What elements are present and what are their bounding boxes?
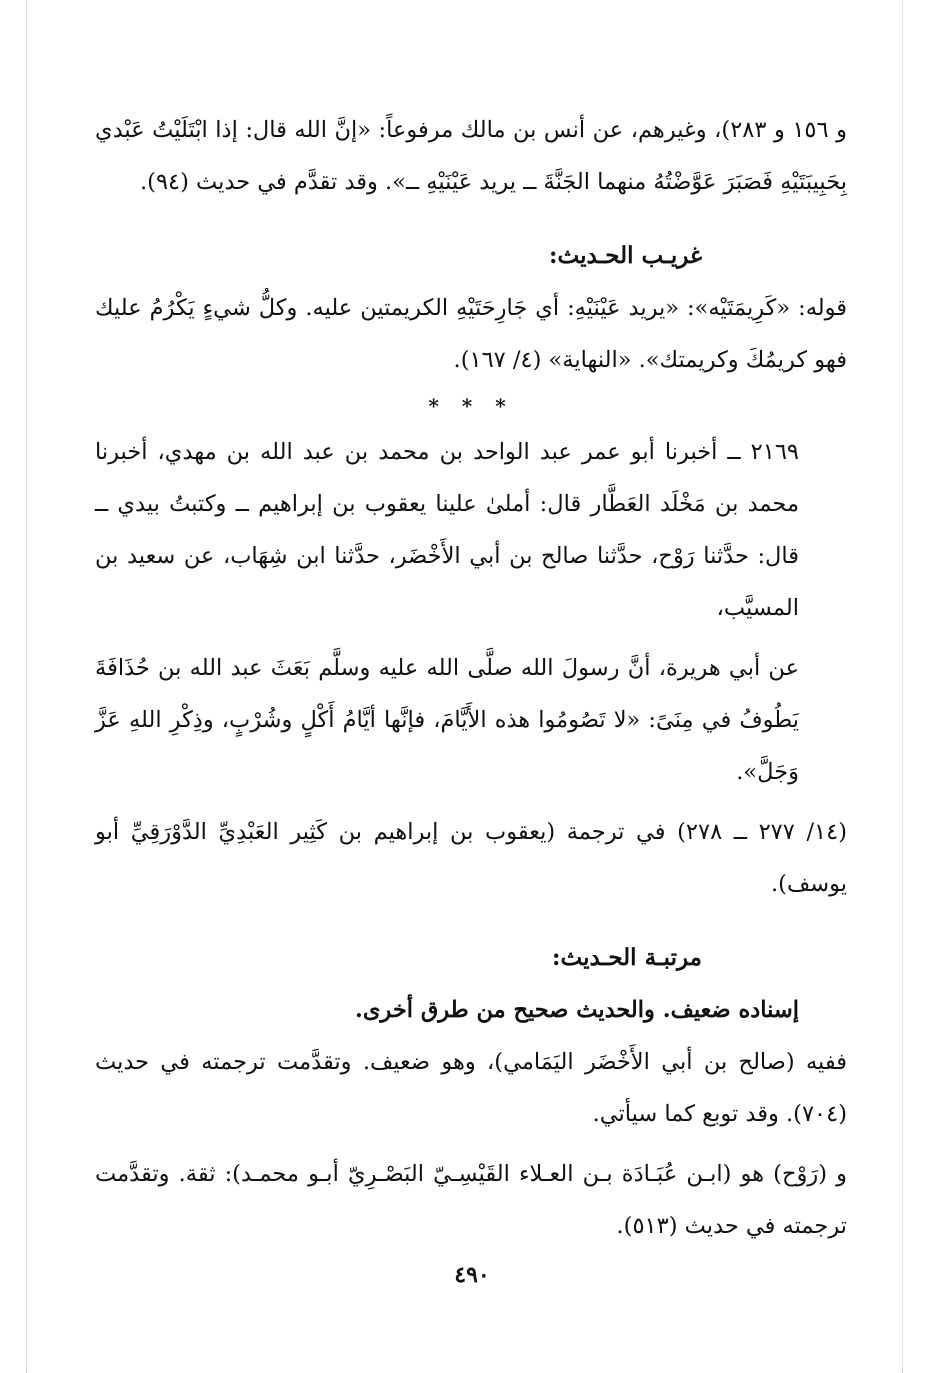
heading-gharib-al-hadith: غريـب الحـديث: <box>549 242 702 269</box>
paragraph-gharib-explanation: قوله: «كَرِيمَتَيْه»: «يريد عَيْنَيْهِ: أي جَارِحَتَيْهِ الكريمتين عليه. وكلُّ شيءٍ يَكْرُمُ عليك فهو كريمُكَ وكريمتك». «النهاية» (٤/ ١٦٧). <box>95 295 847 373</box>
section-separator: * * * <box>428 394 514 418</box>
crop-mark-right <box>902 0 903 1373</box>
paragraph-hadith-2169-isnad: ٢١٦٩ ــ أخبرنا أبو عمر عبد الواحد بن محمد بن عبد الله بن مهدي، أخبرنا محمد بن مَخْلَد العَطَّار قال: أملىٰ علينا يعقوب بن إبراهيم ــ وكتبتُ بيدي ــ قال: حدَّثنا رَوْح، حدَّثنا صالح بن أبي الأَخْضَر، حدَّثنا ابن شِهَاب، عن سعيد بن المسيَّب، <box>95 439 799 621</box>
paragraph-source-reference: (١٤/ ٢٧٧ ــ ٢٧٨) في ترجمة (يعقوب بن إبراهيم بن كَثِير العَبْدِيِّ الدَّوْرَقِيِّ أبو يوسف). <box>95 819 847 897</box>
page-number: ٤٩٠ <box>454 1262 490 1288</box>
paragraph-hadith-2169-matn: عن أبي هريرة، أنَّ رسولَ الله صلَّى الله عليه وسلَّم بَعَثَ عبد الله بن حُذَافَةَ يَطُوفُ في مِنَىً: «لا تَصُومُوا هذه الأَيَّامَ، فإنَّها أيَّامُ أَكْلٍ وشُرْبٍ، وذِكْرِ اللهِ عَزَّ وَجَلَّ». <box>95 655 799 785</box>
paragraph-grading: إسناده ضعيف. والحديث صحيح من طرق أخرى. <box>354 997 799 1023</box>
paragraph-narrator-rawh: و (رَوْح) هو (ابـن عُبَـادَة بـن العـلاء القَيْسِـيّ البَصْـرِيّ أبـو محمـد): ثقة. وتقدَّمت ترجمته في حديث (٥١٣). <box>95 1161 847 1239</box>
page-body <box>95 104 847 1252</box>
paragraph-hadith-continuation: و ١٥٦ و ٢٨٣)، وغيرهم، عن أنس بن مالك مرفوعاً: «إنَّ الله قال: إذا ابْتَلَيْتُ عَبْدي بِحَبِيبَتَيْهِ فَصَبَرَ عَوَّضْتُهُ منهما الجَنَّةَ ــ يريد عَيْنَيْهِ ــ». وقد تقدَّم في حديث (٩٤). <box>95 117 847 195</box>
paragraph-narrator-saleh: ففيه (صالح بن أبي الأَخْضَر اليَمَامي)، وهو ضعيف. وتقدَّمت ترجمته في حديث (٧٠٤). وقد توبع كما سيأتي. <box>95 1049 847 1127</box>
heading-martabat-al-hadith: مرتبـة الحـديث: <box>552 944 702 971</box>
crop-mark-left <box>26 0 27 1373</box>
